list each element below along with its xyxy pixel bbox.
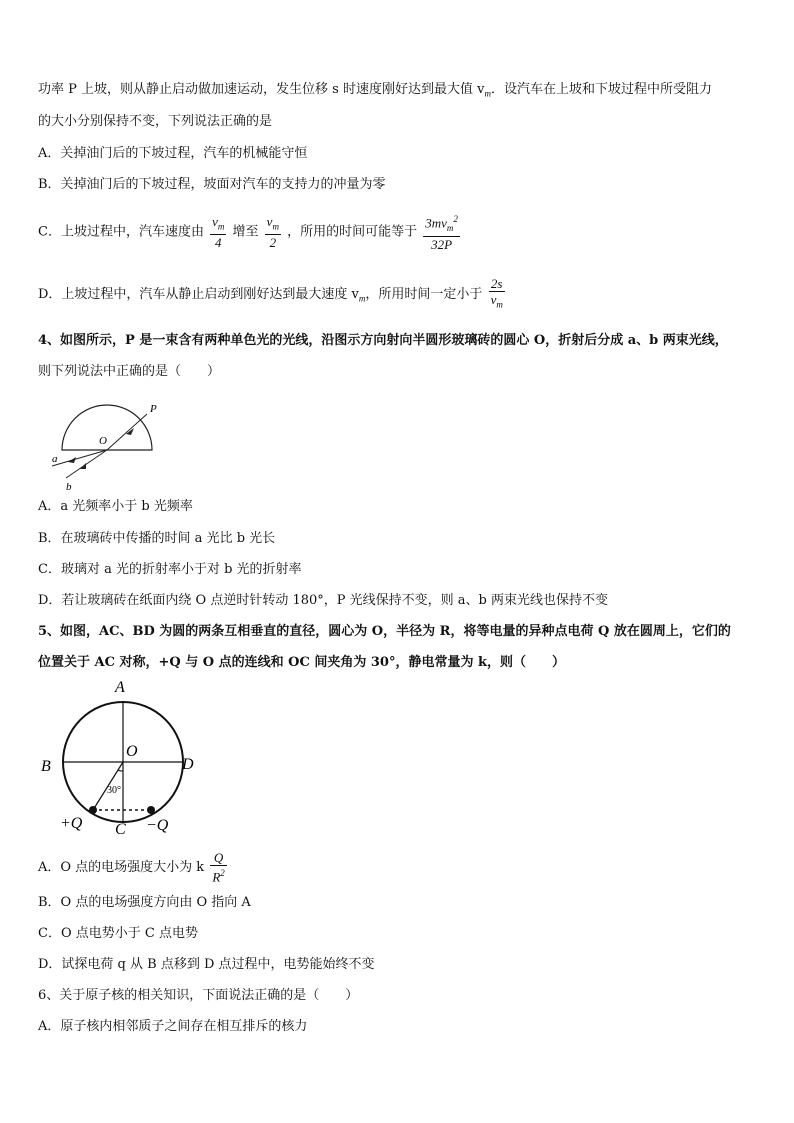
- ray-b-arrow: [80, 463, 86, 469]
- q4-stem-line-2: 则下列说法中正确的是（ ）: [38, 364, 221, 379]
- label-plus-q: +Q: [60, 815, 83, 832]
- q4-stem-line-1: 4、如图所示，P 是一束含有两种单色光的光线，沿图示方向射向半圆形玻璃砖的圆心 O，折射后分成 a、b 两束光线，: [38, 333, 728, 348]
- q5-option-c: C．O 点电势小于 C 点电势: [38, 926, 198, 941]
- q4-option-c: C．玻璃对 a 光的折射率小于对 b 光的折射率: [38, 562, 302, 577]
- label-d: D: [182, 756, 194, 773]
- intro-line-1: 功率 P 上坡，则从静止启动做加速运动，发生位移 s 时速度刚好达到最大值 $v_m$．设汽车在上坡和下坡过程中所受阻力: [38, 82, 712, 99]
- minus-q-charge: [147, 806, 155, 814]
- refracted-ray-a: [52, 450, 107, 466]
- glass-semicircle: [62, 405, 152, 450]
- label-a: a: [52, 453, 58, 465]
- label-o: O: [126, 743, 138, 760]
- label-b: b: [66, 481, 72, 493]
- fraction-3mvm2-over-32P: $\frac{3mv_m^2}{32P}$: [425, 214, 458, 252]
- label-minus-q: −Q: [146, 817, 169, 834]
- angle-arc: [118, 770, 123, 771]
- q5-stem-line-2: 位置关于 AC 对称，+Q 与 O 点的连线和 OC 间夹角为 30°，静电常量为 k，则（ ）: [38, 655, 565, 670]
- q6-stem: 6、关于原子核的相关知识，下面说法正确的是（ ）: [38, 988, 359, 1003]
- label-b: B: [41, 758, 51, 775]
- q3-option-a: A．关掉油门后的下坡过程，汽车的机械能守恒: [38, 146, 308, 161]
- q6-option-a: A．原子核内相邻质子之间存在相互排斥的核力: [38, 1019, 308, 1034]
- q3-option-b: B．关掉油门后的下坡过程，坡面对汽车的支持力的冲量为零: [38, 177, 386, 192]
- q5-stem-line-1: 5、如图，AC、BD 为圆的两条互相垂直的直径，圆心为 O，半径为 R，将等电量的异种点电荷 Q 放在圆周上，它们的: [38, 624, 731, 639]
- label-p: P: [150, 403, 157, 415]
- intro-line-2: 的大小分别保持不变，下列说法正确的是: [38, 114, 273, 129]
- label-c: C: [115, 821, 126, 838]
- label-angle: 30°: [107, 785, 121, 796]
- q4-semicircle-figure: [44, 392, 169, 494]
- q5-circle-figure: [38, 676, 208, 840]
- q5-option-d: D．试探电荷 q 从 B 点移到 D 点过程中，电势能始终不变: [38, 957, 375, 972]
- fraction-q-over-r2: $\frac{Q}{R^2}$: [212, 850, 225, 885]
- incident-ray-p: [107, 414, 147, 450]
- q4-option-d: D．若让玻璃砖在纸面内绕 O 点逆时针转动 180°，P 光线保持不变，则 a、b 两束光线也保持不变: [38, 593, 609, 608]
- label-a: A: [115, 679, 125, 696]
- fraction-vm-over-4: $\frac{v_m}{4}$: [212, 213, 225, 251]
- label-o: O: [99, 435, 107, 447]
- q3-option-c: C．上坡过程中，汽车速度由 $\frac{v_m}{4}$ 增至 $\frac{v_m}{2}$ ，所用的时间可能等于 $\frac{3mv_m^2}{32P}$: [38, 213, 458, 252]
- fraction-2s-over-vm: $\frac{2s}{v_m}$: [490, 276, 503, 310]
- fraction-vm-over-2: $\frac{v_m}{2}$: [266, 213, 279, 251]
- ray-a-arrow: [68, 457, 76, 463]
- q4-option-a: A．a 光频率小于 b 光频率: [38, 499, 193, 514]
- q3-option-d: D．上坡过程中，汽车从静止启动到刚好达到最大速度 $v_m$，所用时间一定小于 $\frac{2s}{v_m}$: [38, 276, 507, 316]
- plus-q-charge: [89, 806, 97, 814]
- q5-option-b: B．O 点的电场强度方向由 O 指向 A: [38, 895, 251, 910]
- q5-option-a: A．O 点的电场强度大小为 k $\frac{Q}{R^2}$: [38, 850, 225, 885]
- q4-option-b: B．在玻璃砖中传播的时间 a 光比 b 光长: [38, 531, 276, 546]
- refracted-ray-b: [66, 450, 107, 478]
